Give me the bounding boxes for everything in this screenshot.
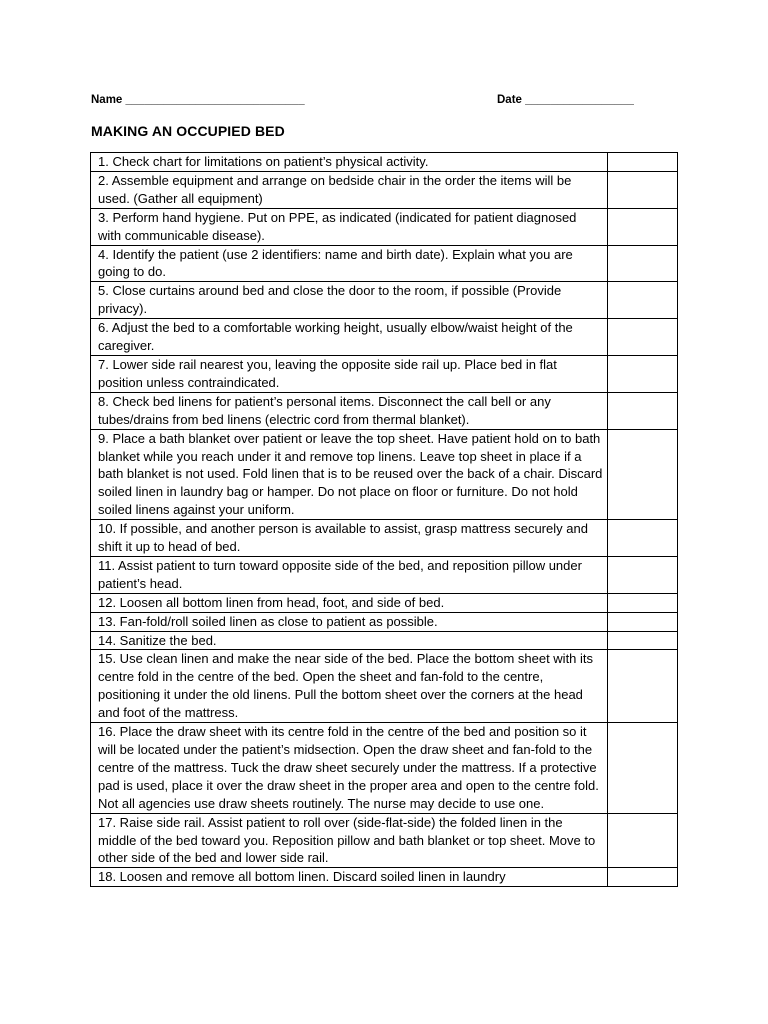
- check-cell: [607, 650, 677, 723]
- check-cell: [607, 245, 677, 282]
- step-text: 12. Loosen all bottom linen from head, foot, and side of bed.: [91, 593, 608, 612]
- table-row: [91, 520, 678, 557]
- check-cell: [607, 171, 677, 208]
- step-text: 16. Place the draw sheet with its centre fold in the centre of the bed and position so it will be located under the patient’s midsection. Open the draw sheet and fan-fold to the centre of the mattress. Tuck the draw sheet securely under the mattress. If a protective pad is used, place it over the draw sheet in the proper area and open to the centre fold. Not all agencies use draw sheets routinely. The nurse may decide to use one.: [91, 723, 608, 814]
- table-row: [91, 868, 678, 887]
- table-row: [91, 631, 678, 650]
- table-row: [91, 593, 678, 612]
- checklist-table: [90, 152, 678, 887]
- step-text: 10. If possible, and another person is available to assist, grasp mattress securely and shift it up to head of bed.: [91, 520, 608, 557]
- step-text: 9. Place a bath blanket over patient or leave the top sheet. Have patient hold on to bath blanket while you reach under it and remove top linens. Leave top sheet in place if a bath blanket is not used. Fold linen that is to be reused over the back of a chair. Discard soiled linen in laundry bag or hamper. Do not place on floor or furniture. Do not hold soiled linens against your uniform.: [91, 429, 608, 520]
- check-cell: [607, 319, 677, 356]
- table-row: [91, 429, 678, 520]
- step-text: 14. Sanitize the bed.: [91, 631, 608, 650]
- step-text: 13. Fan-fold/roll soiled linen as close to patient as possible.: [91, 612, 608, 631]
- step-text: 3. Perform hand hygiene. Put on PPE, as indicated (indicated for patient diagnosed with communicable disease).: [91, 208, 608, 245]
- table-row: [91, 208, 678, 245]
- step-text: 18. Loosen and remove all bottom linen. Discard soiled linen in laundry: [91, 868, 608, 887]
- check-cell: [607, 153, 677, 172]
- check-cell: [607, 429, 677, 520]
- step-text: 15. Use clean linen and make the near side of the bed. Place the bottom sheet with its centre fold in the centre of the bed. Open the sheet and fan-fold to the centre, positioning it under the old linens. Pull the bottom sheet over the corners at the head and foot of the mattress.: [91, 650, 608, 723]
- name-field-label: Name ____________________________: [91, 94, 305, 106]
- check-cell: [607, 813, 677, 868]
- table-row: [91, 282, 678, 319]
- table-row: [91, 392, 678, 429]
- table-row: [91, 355, 678, 392]
- check-cell: [607, 556, 677, 593]
- table-row: [91, 245, 678, 282]
- date-field-label: Date _________________: [497, 94, 634, 106]
- table-row: [91, 556, 678, 593]
- step-text: 4. Identify the patient (use 2 identifiers: name and birth date). Explain what you are going to do.: [91, 245, 608, 282]
- step-text: 2. Assemble equipment and arrange on bedside chair in the order the items will be used. (Gather all equipment): [91, 171, 608, 208]
- table-row: [91, 723, 678, 814]
- check-cell: [607, 208, 677, 245]
- check-cell: [607, 612, 677, 631]
- table-row: [91, 612, 678, 631]
- table-row: [91, 153, 678, 172]
- step-text: 17. Raise side rail. Assist patient to roll over (side-flat-side) the folded linen in the middle of the bed toward you. Reposition pillow and bath blanket or top sheet. Move to other side of the bed and lower side rail.: [91, 813, 608, 868]
- check-cell: [607, 355, 677, 392]
- step-text: 5. Close curtains around bed and close the door to the room, if possible (Provide privacy).: [91, 282, 608, 319]
- check-cell: [607, 593, 677, 612]
- check-cell: [607, 392, 677, 429]
- table-row: [91, 171, 678, 208]
- step-text: 8. Check bed linens for patient’s personal items. Disconnect the call bell or any tubes/drains from bed linens (electric cord from thermal blanket).: [91, 392, 608, 429]
- table-row: [91, 319, 678, 356]
- check-cell: [607, 868, 677, 887]
- step-text: 6. Adjust the bed to a comfortable working height, usually elbow/waist height of the caregiver.: [91, 319, 608, 356]
- check-cell: [607, 282, 677, 319]
- step-text: 1. Check chart for limitations on patient’s physical activity.: [91, 153, 608, 172]
- page-title: MAKING AN OCCUPIED BED: [91, 123, 285, 139]
- step-text: 7. Lower side rail nearest you, leaving the opposite side rail up. Place bed in flat position unless contraindicated.: [91, 355, 608, 392]
- check-cell: [607, 723, 677, 814]
- step-text: 11. Assist patient to turn toward opposite side of the bed, and reposition pillow under patient’s head.: [91, 556, 608, 593]
- table-row: [91, 650, 678, 723]
- check-cell: [607, 631, 677, 650]
- table-row: [91, 813, 678, 868]
- check-cell: [607, 520, 677, 557]
